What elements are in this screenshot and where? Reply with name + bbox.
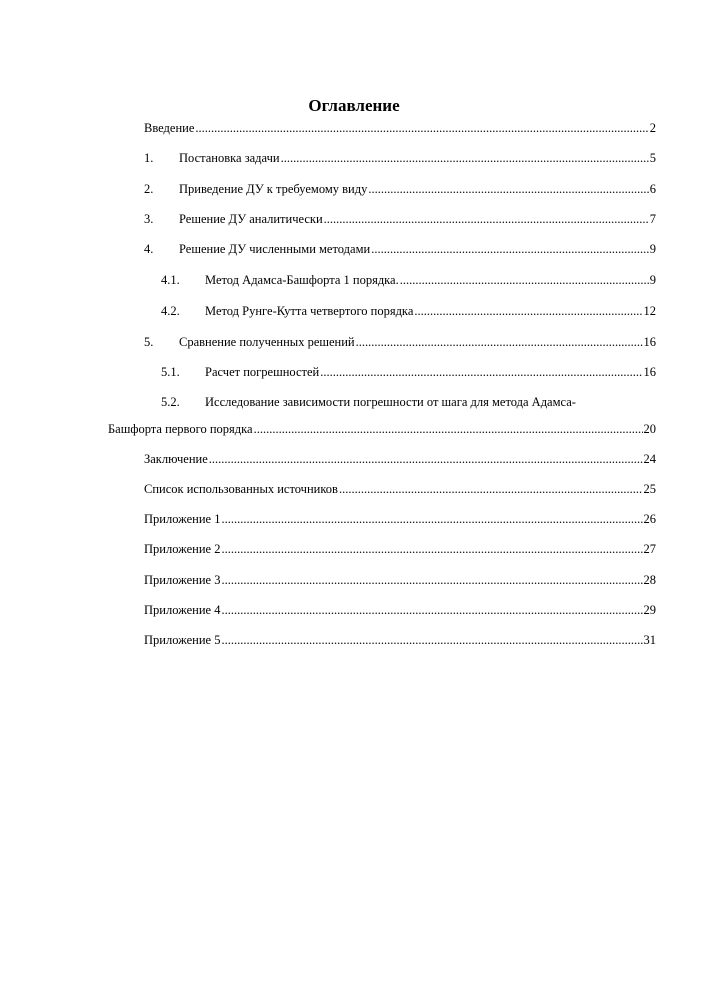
toc-entry-number: 5.2. xyxy=(161,395,180,409)
dot-leader xyxy=(281,151,649,166)
toc-entry-introduction[interactable] xyxy=(144,121,656,136)
toc-entry-page: 16 xyxy=(643,365,656,379)
toc-entry-page: 7 xyxy=(649,212,656,226)
toc-entry-page: 24 xyxy=(643,452,656,466)
toc-entry-label: Сравнение полученных решений xyxy=(179,335,355,349)
dot-leader xyxy=(339,482,643,497)
toc-entry-page: 29 xyxy=(643,603,656,617)
toc-entry-label: Метод Рунге-Кутта четвертого порядка xyxy=(205,304,414,318)
dot-leader xyxy=(221,633,642,648)
toc-entry-page: 28 xyxy=(643,573,656,587)
toc-entry-label: Решение ДУ численными методами xyxy=(179,242,371,256)
dot-leader xyxy=(221,603,642,618)
toc-entry-4-1[interactable] xyxy=(161,273,656,288)
toc-entry-label: Приложение 3 xyxy=(144,573,221,587)
dot-leader xyxy=(368,182,648,197)
dot-leader xyxy=(254,422,643,437)
dot-leader xyxy=(221,542,642,557)
toc-entry-number: 5.1. xyxy=(161,365,180,379)
toc-entry-page: 9 xyxy=(649,242,656,256)
toc-entry-appendix-3[interactable] xyxy=(144,573,656,588)
dot-leader xyxy=(356,335,643,350)
toc-entry-page: 6 xyxy=(649,182,656,196)
toc-entry-number: 4. xyxy=(144,242,154,256)
toc-entry-label: Приложение 2 xyxy=(144,542,221,556)
dot-leader xyxy=(209,452,643,467)
dot-leader xyxy=(414,304,642,319)
toc-entry-label: Приложение 4 xyxy=(144,603,221,617)
toc-entry-number: 5. xyxy=(144,335,154,349)
toc-entry-2[interactable] xyxy=(144,182,656,197)
toc-entry-appendix-2[interactable] xyxy=(144,542,656,557)
toc-entry-5-1[interactable] xyxy=(161,365,656,380)
toc-entry-label: Исследование зависимости погрешности от шага для метода Адамса- xyxy=(205,395,576,409)
dot-leader xyxy=(195,121,648,136)
toc-entry-appendix-4[interactable] xyxy=(144,603,656,618)
toc-entry-page: 12 xyxy=(643,304,656,318)
toc-entry-label: Приложение 1 xyxy=(144,512,221,526)
toc-entry-label: Постановка задачи xyxy=(179,151,280,165)
toc-entry-page: 27 xyxy=(643,542,656,556)
toc-entry-conclusion[interactable] xyxy=(144,452,656,467)
toc-entry-label: Решение ДУ аналитически xyxy=(179,212,323,226)
toc-entry-page: 20 xyxy=(643,422,656,436)
toc-entry-3[interactable] xyxy=(144,212,656,227)
toc-entry-label: Введение xyxy=(144,121,195,135)
toc-entry-number: 4.2. xyxy=(161,304,180,318)
dot-leader xyxy=(221,573,642,588)
toc-entry-label: Приложение 5 xyxy=(144,633,221,647)
dot-leader xyxy=(221,512,642,527)
toc-entry-5-2-continuation[interactable] xyxy=(108,422,656,437)
dot-leader xyxy=(400,273,649,288)
dot-leader xyxy=(371,242,649,257)
toc-entry-4[interactable] xyxy=(144,242,656,257)
toc-entry-number: 2. xyxy=(144,182,154,196)
toc-entry-label: Приведение ДУ к требуемому виду xyxy=(179,182,368,196)
toc-entry-page: 16 xyxy=(643,335,656,349)
toc-entry-page: 9 xyxy=(649,273,656,287)
toc-entry-label: Список использованных источников xyxy=(144,482,338,496)
toc-entry-references[interactable] xyxy=(144,482,656,497)
toc-entry-page: 5 xyxy=(649,151,656,165)
toc-entry-4-2[interactable] xyxy=(161,304,656,319)
toc-entry-appendix-5[interactable] xyxy=(144,633,656,648)
toc-entry-label: Расчет погрешностей xyxy=(205,365,320,379)
toc-entry-appendix-1[interactable] xyxy=(144,512,656,527)
toc-entry-label-continuation: Башфорта первого порядка xyxy=(108,422,253,436)
toc-title: Оглавление xyxy=(308,96,400,115)
toc-entry-5[interactable] xyxy=(144,335,656,350)
dot-leader xyxy=(320,365,642,380)
toc-entry-number: 4.1. xyxy=(161,273,180,287)
toc-entry-1[interactable] xyxy=(144,151,656,166)
toc-entry-label: Заключение xyxy=(144,452,208,466)
toc-entry-page: 2 xyxy=(649,121,656,135)
toc-entry-page: 31 xyxy=(643,633,656,647)
toc-entry-number: 1. xyxy=(144,151,154,165)
dot-leader xyxy=(324,212,649,227)
toc-entry-5-2[interactable] xyxy=(161,395,576,410)
toc-entry-number: 3. xyxy=(144,212,154,226)
toc-entry-page: 26 xyxy=(643,512,656,526)
toc-entry-page: 25 xyxy=(643,482,656,496)
toc-entry-label: Метод Адамса-Башфорта 1 порядка. xyxy=(205,273,399,287)
